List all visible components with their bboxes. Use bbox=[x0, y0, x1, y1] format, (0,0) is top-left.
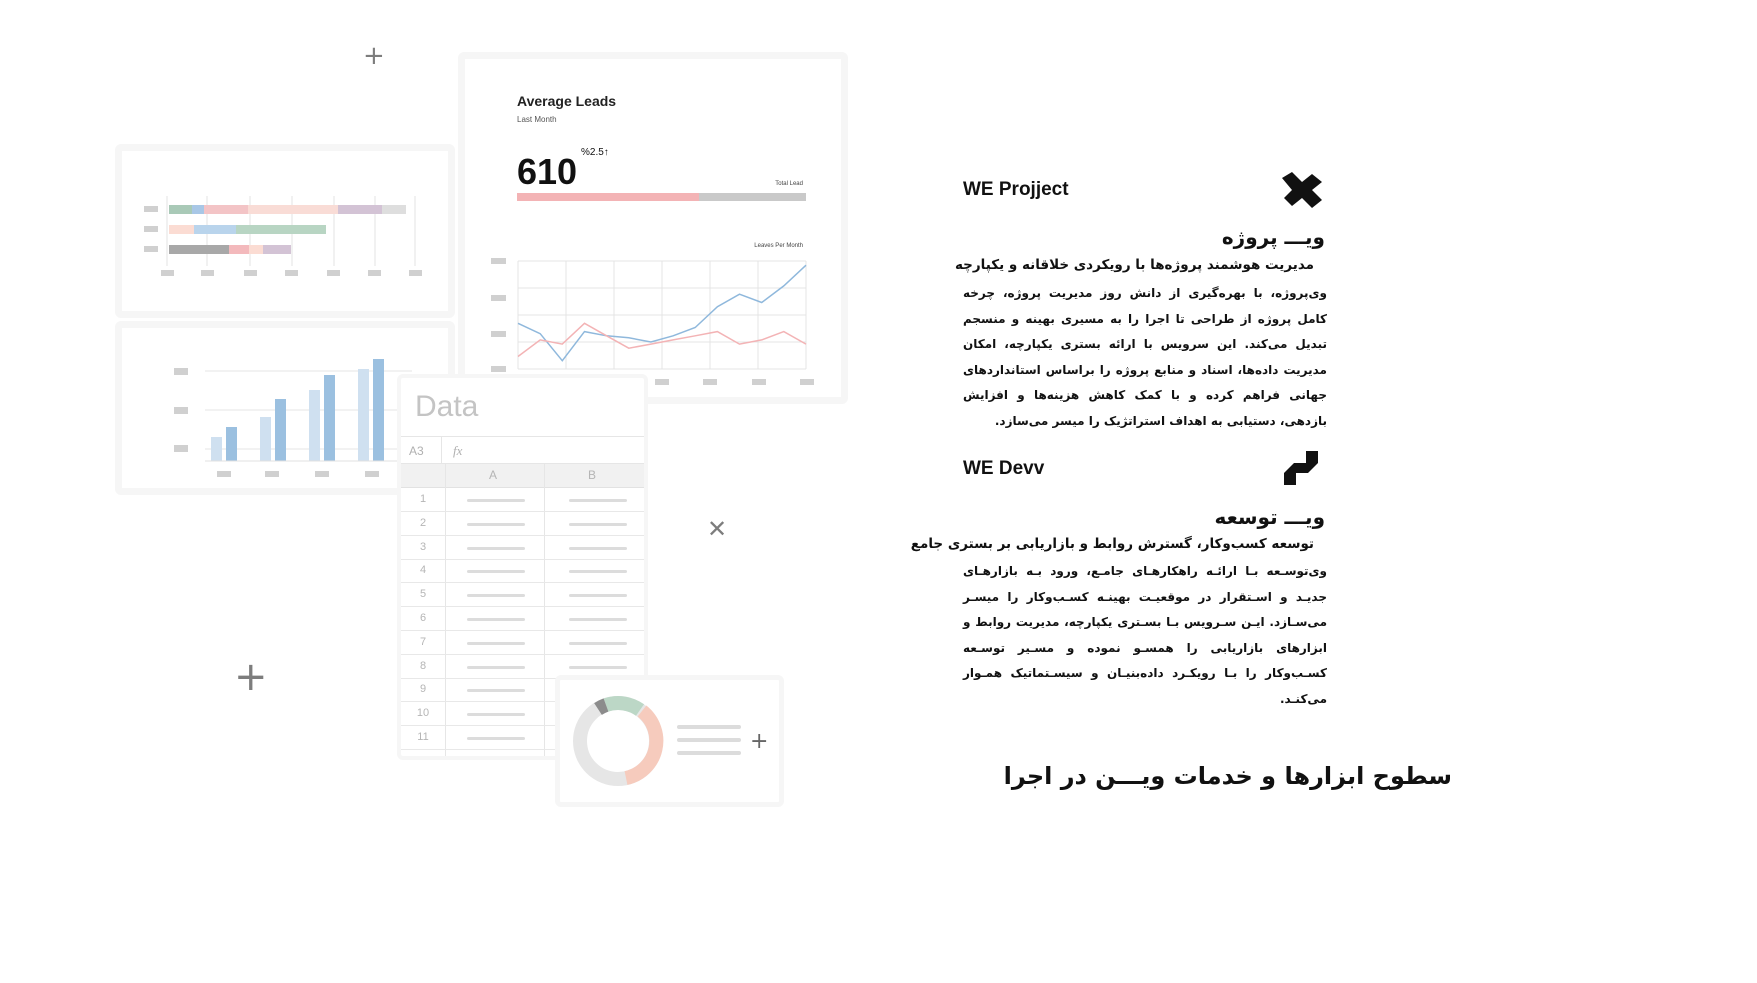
bar bbox=[358, 369, 369, 461]
service-title-devv: ویـــ توسعه bbox=[1214, 505, 1325, 529]
average-leads-card bbox=[458, 52, 848, 404]
plus-decoration-icon: + bbox=[363, 41, 385, 71]
cell-placeholder bbox=[467, 642, 525, 645]
bar-y-tick bbox=[174, 407, 188, 414]
row-number: 10 bbox=[416, 707, 430, 720]
line-y-tick bbox=[491, 366, 506, 372]
row-number: 2 bbox=[419, 516, 427, 529]
table-row bbox=[401, 512, 644, 536]
leads-line-chart bbox=[465, 59, 841, 397]
leads-title: Average Leads bbox=[517, 93, 617, 109]
bar-y-tick bbox=[174, 368, 188, 375]
section-heading: سطوح ابزارها و خدمات ویـــن در اجرا bbox=[1003, 762, 1452, 790]
cell-placeholder bbox=[467, 547, 525, 550]
line-x-tick bbox=[752, 379, 766, 385]
bar bbox=[275, 399, 286, 461]
gantt-bar bbox=[192, 205, 204, 214]
bar bbox=[309, 390, 320, 461]
table-row bbox=[401, 583, 644, 607]
bar bbox=[324, 375, 335, 461]
leads-subtitle: Last Month bbox=[517, 115, 557, 124]
gantt-x-tick bbox=[244, 270, 257, 276]
gantt-x-tick bbox=[327, 270, 340, 276]
service-name-project: WE Projject bbox=[963, 179, 1069, 200]
table-row bbox=[401, 607, 644, 631]
bar-x-tick bbox=[365, 471, 379, 477]
line-x-tick bbox=[703, 379, 717, 385]
gantt-x-tick bbox=[285, 270, 298, 276]
line-y-tick bbox=[491, 258, 506, 264]
cell-placeholder bbox=[467, 689, 525, 692]
row-number: 9 bbox=[419, 683, 427, 696]
cell-placeholder bbox=[569, 499, 627, 502]
column-header-b: B bbox=[588, 468, 597, 482]
donut-segment-pink bbox=[626, 711, 656, 778]
sheet-title: Data bbox=[415, 390, 479, 423]
x-shape-logo-icon bbox=[1280, 172, 1324, 208]
cell-placeholder bbox=[467, 713, 525, 716]
donut-legend-line bbox=[677, 738, 741, 742]
cell-placeholder bbox=[467, 594, 525, 597]
gantt-bar bbox=[236, 225, 326, 234]
gantt-row-label bbox=[144, 206, 158, 212]
gantt-x-tick bbox=[409, 270, 422, 276]
gantt-bar bbox=[382, 205, 406, 214]
service-subtitle-devv: توسعه کسب‌وکار، گسترش روابط و بازاریابی بر بستری جامع bbox=[910, 536, 1314, 552]
column-header-a: A bbox=[489, 468, 498, 482]
gantt-bar bbox=[229, 245, 249, 254]
donut-legend-line bbox=[677, 725, 741, 729]
leads-change-badge: %2.5↑ bbox=[581, 147, 609, 158]
cell-placeholder bbox=[467, 618, 525, 621]
bar bbox=[260, 417, 271, 461]
table-row bbox=[401, 559, 644, 583]
row-number: 8 bbox=[419, 659, 427, 672]
bar bbox=[226, 427, 237, 461]
gantt-chart bbox=[122, 151, 448, 311]
bar-x-tick bbox=[265, 471, 279, 477]
cell-reference: A3 bbox=[409, 444, 424, 458]
cell-placeholder bbox=[569, 570, 627, 573]
cell-placeholder bbox=[569, 666, 627, 669]
plus-decoration-icon: + bbox=[234, 654, 268, 700]
service-subtitle-project: مدیریت هوشمند پروژه‌ها با رویکردی خلاقانه و یکپارچه bbox=[954, 257, 1314, 273]
leaves-per-month-label: Leaves Per Month bbox=[754, 243, 803, 249]
line-y-tick bbox=[491, 295, 506, 301]
bar-x-tick bbox=[315, 471, 329, 477]
cell-placeholder bbox=[569, 547, 627, 550]
gantt-bar bbox=[248, 205, 338, 214]
gantt-x-tick bbox=[368, 270, 381, 276]
line-x-tick bbox=[655, 379, 669, 385]
table-row bbox=[401, 488, 644, 512]
gantt-bar bbox=[338, 205, 382, 214]
cell-placeholder bbox=[467, 570, 525, 573]
gantt-bar bbox=[249, 245, 263, 254]
gantt-row-label bbox=[144, 246, 158, 252]
formula-bar bbox=[401, 436, 644, 464]
cell-placeholder bbox=[569, 523, 627, 526]
gantt-x-tick bbox=[161, 270, 174, 276]
row-number: 11 bbox=[417, 731, 429, 743]
donut-chart-card bbox=[555, 675, 784, 807]
gantt-row-label bbox=[144, 226, 158, 232]
donut-chart bbox=[560, 680, 779, 802]
service-title-project: ویـــ پروژه bbox=[1221, 225, 1325, 249]
donut-segment-green bbox=[606, 703, 640, 710]
table-row bbox=[401, 631, 644, 655]
row-number: 4 bbox=[419, 564, 427, 577]
row-number: 6 bbox=[419, 612, 427, 624]
row-number: 3 bbox=[419, 540, 427, 553]
gantt-bar bbox=[169, 225, 194, 234]
cell-placeholder bbox=[569, 594, 627, 597]
cell-placeholder bbox=[467, 737, 525, 740]
gantt-bar bbox=[194, 225, 236, 234]
cell-placeholder bbox=[467, 523, 525, 526]
gantt-x-tick bbox=[201, 270, 214, 276]
total-lead-label: Total Lead bbox=[775, 181, 803, 187]
cell-placeholder bbox=[467, 666, 525, 669]
gantt-bar bbox=[169, 245, 229, 254]
gantt-bar bbox=[169, 205, 192, 214]
cross-decoration-icon: ✕ bbox=[707, 515, 728, 543]
fx-icon: fx bbox=[453, 443, 463, 458]
gantt-chart-card bbox=[115, 144, 455, 318]
gantt-bar bbox=[263, 245, 291, 254]
line-y-tick bbox=[491, 331, 506, 337]
row-number: 5 bbox=[419, 588, 427, 601]
row-number: 1 bbox=[419, 493, 427, 505]
bar-y-tick bbox=[174, 445, 188, 452]
donut-legend-line bbox=[677, 751, 741, 755]
service-name-devv: WE Devv bbox=[963, 458, 1045, 479]
step-shape-logo-icon bbox=[1284, 451, 1320, 485]
service-description-devv: وی‌توسـعه بـا ارائـه راهکارهـای جامـع، ورود بـه بازارهـای جدیـد و اسـتقرار در موقعیـت بهینـه کسـب‌وکار را میسـر می‌سـازد. ایـن سـرویس بـا بسـتری یکپارچه، مدیریت روابط و ابزارهای بازاریابی را همسـو نموده و مسـیر توسـعه کسـب‌وکار را بـا رویکـرد داده‌بنیـان و سیسـتماتیک همـوار می‌کنـد. bbox=[963, 564, 1327, 706]
gantt-bar bbox=[204, 205, 248, 214]
service-description-project: وی‌پروژه، با بهره‌گیری از دانش روز مدیریت پروژه، چرخه کامل پروژه از طراحی تا اجرا را به مسیری بهینه و منسجم تبدیل می‌کند. این سرویس با ارائه بستری یکپارچه، امکان مدیریت داده‌ها، اسناد و منابع پروژه را براساس استانداردهای جهانی فراهم کرده و با کمک کاهش هزینه‌ها و افزایش بازدهی، دستیابی به اهداف استراتژیک را میسر می‌سازد. bbox=[963, 286, 1327, 428]
cell-placeholder bbox=[569, 618, 627, 621]
cell-placeholder bbox=[467, 499, 525, 502]
line-x-tick bbox=[800, 379, 814, 385]
row-number: 7 bbox=[419, 635, 427, 648]
bar-x-tick bbox=[217, 471, 231, 477]
table-row bbox=[401, 536, 644, 560]
bar bbox=[211, 437, 222, 461]
column-header-row bbox=[401, 464, 644, 488]
bar bbox=[373, 359, 384, 461]
donut-segment-dark bbox=[598, 705, 606, 709]
leads-value: 610 bbox=[517, 151, 578, 192]
add-icon: + bbox=[750, 729, 769, 754]
cell-placeholder bbox=[569, 642, 627, 645]
